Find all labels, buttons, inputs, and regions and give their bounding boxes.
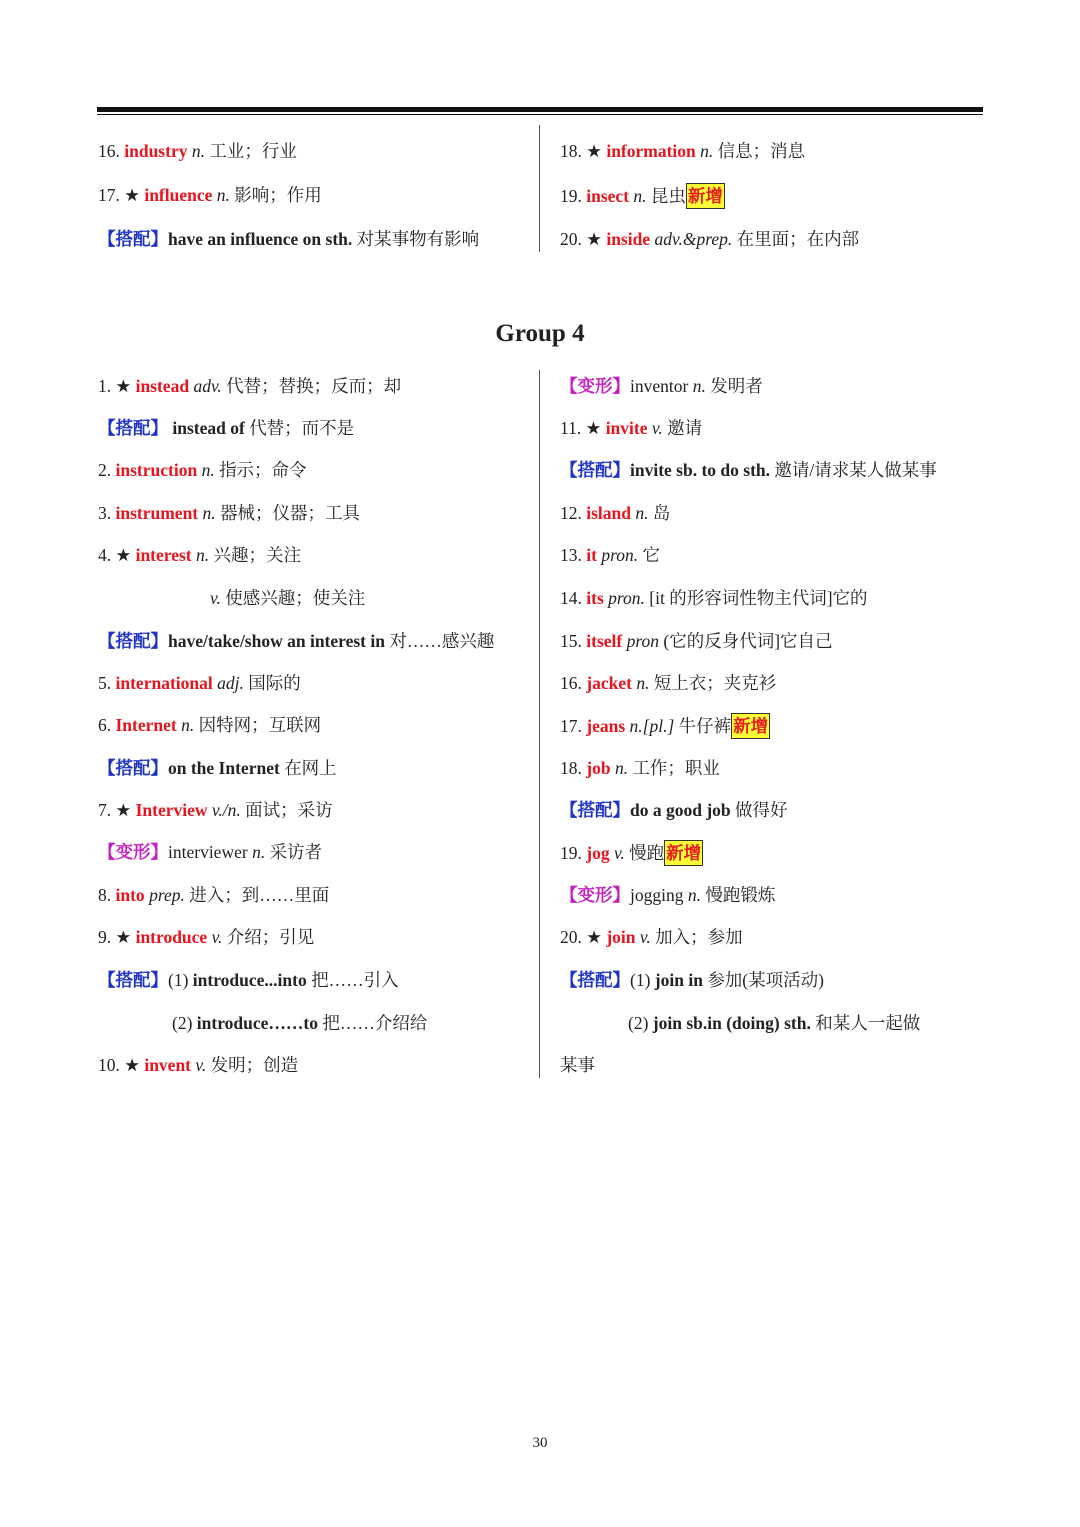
part-of-speech: n. [201, 460, 215, 480]
headword: interest [135, 545, 192, 565]
definition: 对某事物有影响 [356, 229, 480, 249]
definition: 影响；作用 [234, 185, 322, 205]
definition: 信息；消息 [717, 141, 806, 161]
entry-number: 6. [98, 715, 112, 735]
collocation-index: (1) [630, 970, 651, 990]
part-of-speech: n. [687, 885, 701, 905]
entry-number: 3. [98, 503, 112, 523]
collocation-do-a-good-job [560, 798, 788, 822]
collocation-tag: 【搭配】 [98, 631, 168, 651]
entry-introduce [98, 925, 314, 949]
definition: 慢跑锻炼 [705, 885, 776, 905]
group-title: Group 4 [495, 320, 585, 347]
headword: industry [124, 141, 188, 161]
entry-instead [98, 374, 401, 398]
collocation-on-the-internet [98, 756, 337, 780]
collocation-join-in [560, 968, 824, 992]
definition: 器械；仪器；工具 [220, 503, 361, 523]
part-of-speech: n. [216, 185, 230, 205]
derived-word: jogging [630, 885, 684, 905]
headword: its [586, 588, 604, 608]
headword: instrument [115, 503, 199, 523]
entry-number: 20. [560, 229, 582, 249]
part-of-speech: n. [181, 715, 195, 735]
star-icon: ★ [586, 141, 602, 161]
header-rule-thick [97, 107, 983, 112]
headword: jeans [586, 716, 626, 736]
definition: 把……引入 [311, 970, 399, 990]
form-tag: 【变形】 [98, 842, 168, 862]
main-column-divider [539, 370, 540, 1078]
collocation-influence [98, 227, 479, 251]
collocation-tag: 【搭配】 [98, 418, 168, 438]
part-of-speech: v. [210, 588, 221, 608]
part-of-speech: n. [636, 673, 650, 693]
part-of-speech: adj. [217, 673, 244, 693]
definition: 使感兴趣；使关注 [225, 588, 366, 608]
part-of-speech: pron. [608, 588, 645, 608]
collocation-index: (2) [172, 1013, 193, 1033]
entry-number: 17. [98, 185, 120, 205]
entry-invite [560, 416, 702, 440]
part-of-speech: n. [202, 503, 216, 523]
entry-number: 4. [98, 545, 112, 565]
part-of-speech: v. [195, 1055, 207, 1075]
definition: [it 的形容词性物主代词]它的 [649, 588, 868, 608]
entry-insect [560, 183, 725, 209]
part-of-speech: adv.&prep. [654, 229, 733, 249]
collocation-phrase: have an influence on sth. [168, 229, 353, 249]
definition: 面试；采访 [245, 800, 333, 820]
page-number: 30 [532, 1435, 548, 1451]
definition: 昆虫 [650, 186, 686, 206]
headword: invent [144, 1055, 192, 1075]
star-icon: ★ [115, 800, 132, 820]
entry-number: 16. [560, 673, 582, 693]
definition: 做得好 [735, 800, 788, 820]
part-of-speech: v. [211, 927, 223, 947]
part-of-speech: n. [252, 842, 266, 862]
form-tag: 【变形】 [560, 885, 630, 905]
star-icon: ★ [124, 1055, 140, 1075]
entry-internet [98, 713, 321, 737]
definition: 因特网；互联网 [198, 715, 322, 735]
definition: 工作；职业 [632, 758, 720, 778]
star-icon: ★ [115, 927, 132, 947]
collocation-join-sb-in-continued [560, 1053, 595, 1077]
entry-it [560, 543, 660, 567]
part-of-speech: n. [692, 376, 706, 396]
headword: invite [605, 418, 648, 438]
entry-instrument [98, 501, 360, 525]
definition: 指示；命令 [219, 460, 307, 480]
entry-interview [98, 798, 333, 822]
part-of-speech: v./n. [211, 800, 241, 820]
definition: (它的反身代词]它自己 [663, 631, 833, 651]
headword: instead [135, 376, 190, 396]
entry-number: 10. [98, 1055, 120, 1075]
headword: jog [586, 843, 610, 863]
definition: 某事 [560, 1055, 595, 1075]
entry-join [560, 925, 743, 949]
entry-number: 19. [560, 186, 582, 206]
collocation-join-sb-in [628, 1011, 920, 1035]
new-badge: 新增 [664, 840, 703, 866]
definition: 慢跑 [629, 843, 665, 863]
definition: 进入；到……里面 [189, 885, 330, 905]
headword: itself [586, 631, 623, 651]
definition: 在里面；在内部 [736, 229, 860, 249]
entry-jog [560, 840, 703, 866]
part-of-speech: pron. [601, 545, 639, 565]
entry-interest-verb [210, 586, 365, 610]
part-of-speech: n. [635, 503, 649, 523]
entry-number: 15. [560, 631, 582, 651]
definition: 发明者 [710, 376, 763, 396]
collocation-instead-of [98, 416, 354, 440]
entry-number: 20. [560, 927, 582, 947]
collocation-phrase: have/take/show an interest in [168, 631, 385, 651]
definition: 国际的 [248, 673, 301, 693]
entry-into [98, 883, 329, 907]
entry-number: 1. [98, 376, 112, 396]
definition: 代替；替换；反而；却 [226, 376, 402, 396]
definition: 岛 [652, 503, 671, 523]
entry-number: 19. [560, 843, 582, 863]
definition: 采访者 [269, 842, 323, 862]
definition: 短上衣；夹克衫 [653, 673, 777, 693]
form-interviewer [98, 840, 322, 864]
entry-invent [98, 1053, 298, 1077]
definition: 邀请 [667, 418, 703, 438]
entry-job [560, 756, 720, 780]
entry-number: 16. [98, 141, 120, 161]
definition: 加入；参加 [655, 927, 743, 947]
headword: international [115, 673, 213, 693]
collocation-invite-sb [560, 458, 937, 482]
entry-number: 9. [98, 927, 112, 947]
headword: inside [606, 229, 651, 249]
headword: information [606, 141, 696, 161]
new-badge: 新增 [731, 713, 770, 739]
definition: 它 [642, 545, 660, 565]
entry-number: 2. [98, 460, 112, 480]
header-rule-thin [97, 114, 983, 115]
entry-number: 5. [98, 673, 112, 693]
derived-word: interviewer [168, 842, 248, 862]
collocation-phrase: introduce...into [192, 970, 307, 990]
collocation-phrase: invite sb. to do sth. [630, 460, 771, 480]
definition: 兴趣；关注 [213, 545, 301, 565]
top-column-divider [539, 125, 540, 252]
collocation-tag: 【搭配】 [560, 970, 630, 990]
collocation-phrase: join sb.in (doing) sth. [652, 1013, 811, 1033]
headword: into [115, 885, 145, 905]
entry-information [560, 139, 805, 163]
headword: job [586, 758, 611, 778]
collocation-introduce-to [172, 1011, 427, 1035]
definition: 对……感兴趣 [389, 631, 495, 651]
form-jogging [560, 883, 775, 907]
form-inventor [560, 374, 763, 398]
entry-interest [98, 543, 301, 567]
collocation-index: (1) [168, 970, 189, 990]
collocation-tag: 【搭配】 [98, 970, 168, 990]
star-icon: ★ [115, 545, 132, 565]
headword: Internet [115, 715, 177, 735]
entry-number: 18. [560, 758, 582, 778]
collocation-phrase: join in [654, 970, 703, 990]
collocation-index: (2) [628, 1013, 649, 1033]
entry-number: 11. [560, 418, 582, 438]
star-icon: ★ [124, 185, 140, 205]
collocation-interest-in [98, 629, 494, 653]
derived-word: inventor [630, 376, 689, 396]
collocation-tag: 【搭配】 [98, 229, 168, 249]
part-of-speech: n. [614, 758, 629, 778]
collocation-phrase: instead of [172, 418, 245, 438]
entry-instruction [98, 458, 307, 482]
part-of-speech: n. [700, 141, 714, 161]
star-icon: ★ [585, 418, 602, 438]
entry-number: 18. [560, 141, 582, 161]
entry-number: 14. [560, 588, 582, 608]
definition: 在网上 [284, 758, 337, 778]
collocation-phrase: do a good job [630, 800, 731, 820]
part-of-speech: n.[pl.] [629, 716, 675, 736]
definition: 牛仔裤 [678, 716, 732, 736]
entry-industry [98, 139, 297, 163]
definition: 和某人一起做 [815, 1013, 921, 1033]
headword: Interview [135, 800, 208, 820]
new-badge: 新增 [686, 183, 725, 209]
entry-number: 17. [560, 716, 582, 736]
definition: 把……介绍给 [322, 1013, 428, 1033]
star-icon: ★ [115, 376, 132, 396]
headword: instruction [115, 460, 198, 480]
collocation-tag: 【搭配】 [98, 758, 168, 778]
star-icon: ★ [586, 927, 602, 947]
part-of-speech: n. [196, 545, 210, 565]
form-tag: 【变形】 [560, 376, 630, 396]
collocation-phrase: on the Internet [168, 758, 280, 778]
part-of-speech: prep. [149, 885, 185, 905]
part-of-speech: n. [191, 141, 205, 161]
entry-jeans [560, 713, 770, 739]
entry-inside [560, 227, 859, 251]
headword: introduce [135, 927, 208, 947]
part-of-speech: n. [633, 186, 647, 206]
entry-number: 12. [560, 503, 582, 523]
entry-influence [98, 183, 322, 207]
collocation-phrase: introduce……to [196, 1013, 318, 1033]
entry-jacket [560, 671, 776, 695]
definition: 发明；创造 [210, 1055, 299, 1075]
entry-number: 13. [560, 545, 582, 565]
collocation-tag: 【搭配】 [560, 460, 630, 480]
headword: jacket [586, 673, 632, 693]
headword: it [586, 545, 597, 565]
headword: join [606, 927, 636, 947]
headword: influence [144, 185, 213, 205]
entry-its [560, 586, 868, 610]
entry-number: 7. [98, 800, 112, 820]
part-of-speech: v. [639, 927, 651, 947]
star-icon: ★ [586, 229, 602, 249]
part-of-speech: v. [651, 418, 663, 438]
entry-international [98, 671, 301, 695]
definition: 邀请/请求某人做某事 [774, 460, 937, 480]
part-of-speech: adv. [193, 376, 222, 396]
part-of-speech: pron [626, 631, 660, 651]
definition: 介绍；引见 [226, 927, 315, 947]
collocation-tag: 【搭配】 [560, 800, 630, 820]
entry-island [560, 501, 670, 525]
definition: 代替；而不是 [249, 418, 355, 438]
headword: island [586, 503, 631, 523]
definition: 参加(某项活动) [707, 970, 824, 990]
headword: insect [586, 186, 630, 206]
entry-number: 8. [98, 885, 112, 905]
collocation-introduce-into [98, 968, 399, 992]
part-of-speech: v. [613, 843, 625, 863]
entry-itself [560, 629, 833, 653]
definition: 工业；行业 [209, 141, 297, 161]
